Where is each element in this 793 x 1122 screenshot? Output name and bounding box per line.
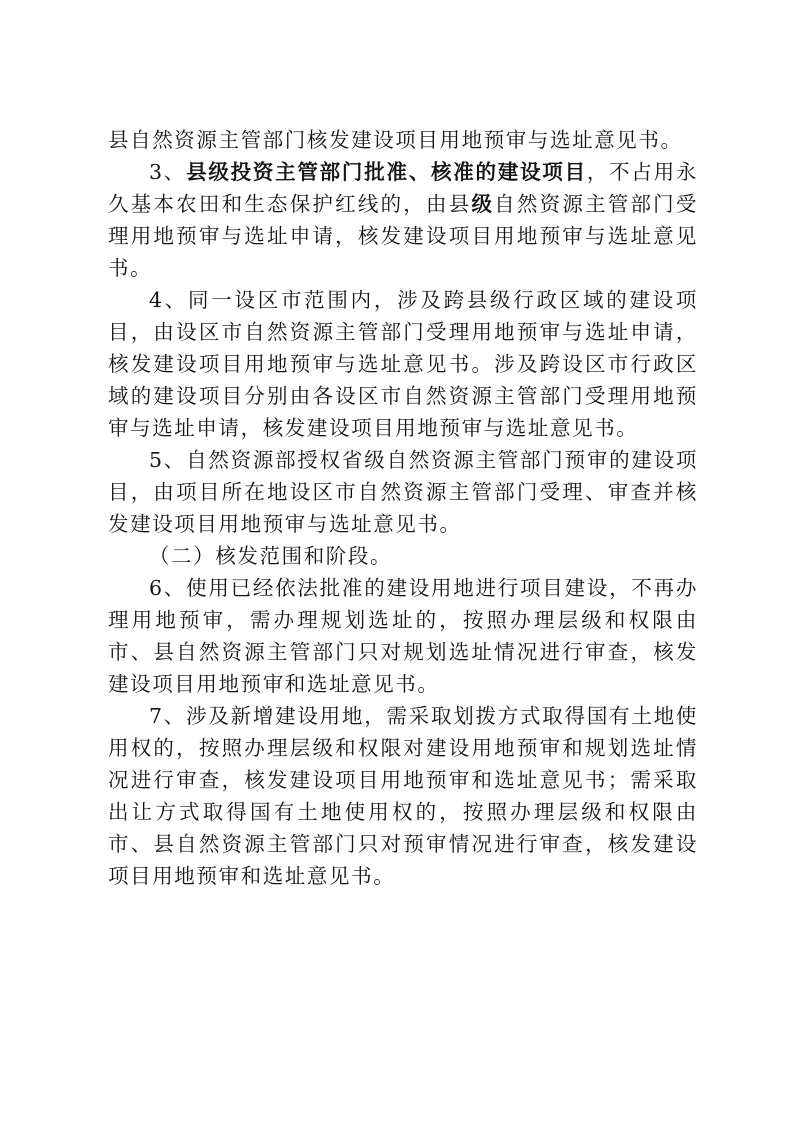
section-heading: （二）核发范围和阶段。 [149, 544, 393, 568]
paragraph-item-4: 4、同一设区市范围内，涉及跨县级行政区域的建设项目，由设区市自然资源主管部门受理用地预审与选址申请，核发建设项目用地预审与选址意见书。涉及跨设区市行政区域的建设项目分别由各设区市自然资源主管部门受理用地预审与选址申请，核发建设项目用地预审与选址意见书。 [108, 288, 698, 440]
item-3-number: 3、 [149, 160, 187, 184]
paragraph-item-7: 7、涉及新增建设用地，需采取划拨方式取得国有土地使用权的，按照办理层级和权限对建设用地预审和规划选址情况进行审查，核发建设项目用地预审和选址意见书；需采取出让方式取得国有土地使用权的，按照办理层级和权限由市、县自然资源主管部门只对预审情况进行审查，核发建设项目用地预审和选址意见书。 [108, 704, 698, 888]
item-3-bold-level: 级 [471, 192, 495, 216]
paragraph-item-3 [108, 156, 698, 284]
item-3-text-a: ，不占用永久基本农田和生态保护红线的，由县 [108, 160, 698, 216]
paragraph-item-6: 6、使用已经依法批准的建设用地进行项目建设，不再办理用地预审，需办理规划选址的，按照办理层级和权限由市、县自然资源主管部门只对规划选址情况进行审查，核发建设项目用地预审和选址意见书。 [108, 576, 698, 696]
document-page [108, 124, 698, 892]
paragraph-item-5: 5、自然资源部授权省级自然资源主管部门预审的建设项目，由项目所在地设区市自然资源主管部门受理、审查并核发建设项目用地预审与选址意见书。 [108, 448, 698, 536]
item-3-bold-subject: 县级投资主管部门批准、核准的建设项目 [186, 160, 587, 184]
item-3-text-b: 自然资源主管部门受理用地预审与选址申请，核发建设项目用地预审与选址意见书。 [108, 192, 698, 280]
paragraph-continuation: 县自然资源主管部门核发建设项目用地预审与选址意见书。 [108, 128, 683, 152]
